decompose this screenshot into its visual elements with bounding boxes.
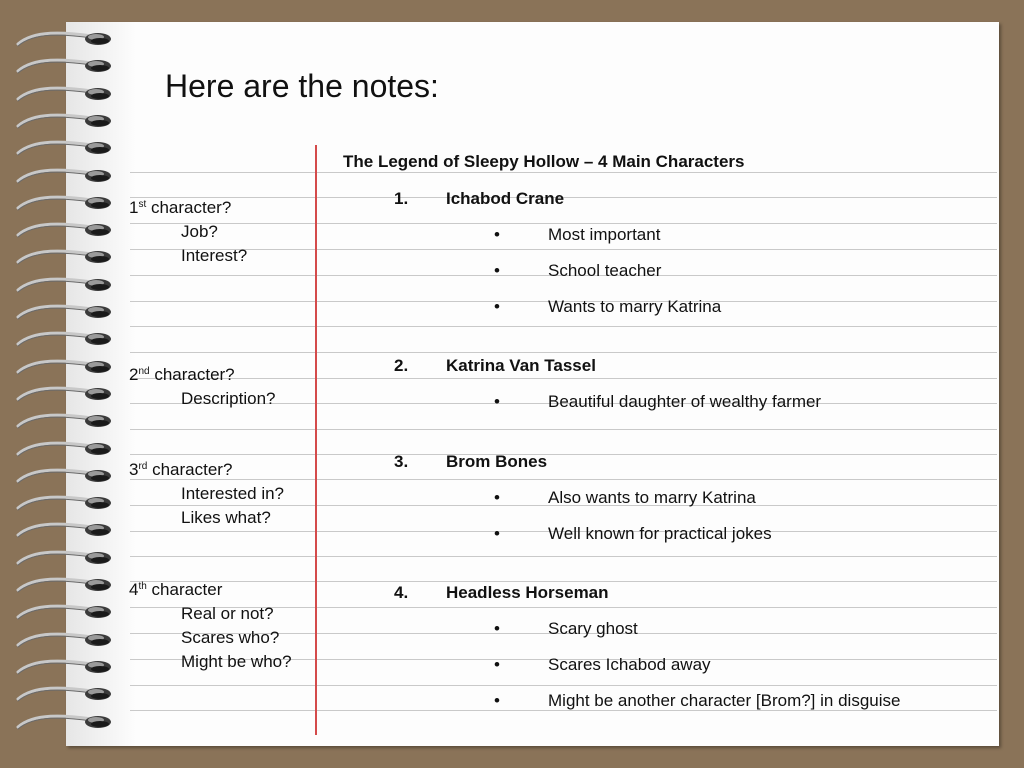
spiral-ring-icon — [14, 410, 114, 432]
question-heading — [129, 197, 231, 219]
slide-title: Here are the notes: — [165, 68, 439, 104]
bullet-icon: • — [494, 655, 500, 674]
character-name: Katrina Van Tassel — [446, 356, 596, 375]
bullet-icon: • — [494, 488, 500, 507]
ruled-line — [130, 429, 997, 430]
spiral-ring-icon — [14, 438, 114, 460]
bullet-text: Scary ghost — [548, 619, 638, 638]
spiral-ring-icon — [14, 274, 114, 296]
bullet-icon: • — [494, 392, 500, 411]
spiral-ring-icon — [14, 137, 114, 159]
ruled-line — [130, 685, 997, 686]
ordinal-number: 1 — [129, 198, 139, 217]
bullet-text: Well known for practical jokes — [548, 524, 772, 543]
bullet-text: Also wants to marry Katrina — [548, 488, 756, 507]
spiral-ring-icon — [14, 683, 114, 705]
question-item: Might be who? — [181, 652, 292, 671]
character-number: 4. — [394, 583, 409, 602]
ruled-line — [130, 352, 997, 353]
spiral-ring-icon — [14, 629, 114, 651]
ordinal-suffix: th — [138, 581, 147, 592]
ordinal-suffix: nd — [138, 366, 150, 377]
spiral-ring-icon — [14, 246, 114, 268]
character-name: Ichabod Crane — [446, 189, 565, 208]
bullet-icon: • — [494, 524, 500, 543]
spiral-ring-icon — [14, 519, 114, 541]
ruled-line — [130, 479, 997, 480]
ordinal-number: 3 — [129, 460, 139, 479]
bullet-text: School teacher — [548, 261, 662, 280]
question-heading — [129, 459, 232, 481]
spiral-ring-icon — [14, 192, 114, 214]
spiral-ring-icon — [14, 328, 114, 350]
question-label: character — [146, 580, 223, 599]
notes-heading: The Legend of Sleepy Hollow – 4 Main Characters — [343, 152, 745, 171]
question-label: character? — [147, 460, 233, 479]
question-label: character? — [149, 365, 235, 384]
question-heading — [129, 579, 222, 601]
bullet-text: Most important — [548, 225, 661, 244]
ordinal-suffix: st — [138, 199, 147, 210]
bullet-icon: • — [494, 691, 500, 710]
spiral-ring-icon — [14, 55, 114, 77]
ordinal-suffix: rd — [138, 461, 148, 472]
spiral-ring-icon — [14, 28, 114, 50]
character-name: Brom Bones — [446, 452, 548, 471]
question-item: Real or not? — [181, 604, 274, 623]
spiral-ring-icon — [14, 383, 114, 405]
ruled-line — [130, 556, 997, 557]
character-name: Headless Horseman — [446, 583, 609, 602]
question-label: character? — [146, 198, 232, 217]
question-item: Likes what? — [181, 508, 271, 527]
bullet-text: Scares Ichabod away — [548, 655, 711, 674]
spiral-ring-icon — [14, 219, 114, 241]
bullet-icon: • — [494, 297, 500, 316]
spiral-ring-icon — [14, 711, 114, 733]
question-item: Description? — [181, 389, 276, 408]
bullet-icon: • — [494, 619, 500, 638]
bullet-text: Beautiful daughter of wealthy farmer — [548, 392, 822, 411]
character-number: 3. — [394, 452, 409, 471]
bullet-icon: • — [494, 225, 500, 244]
bullet-text: Might be another character [Brom?] in disguise — [548, 691, 901, 710]
spiral-ring-icon — [14, 83, 114, 105]
spiral-ring-icon — [14, 110, 114, 132]
ruled-line — [130, 249, 997, 250]
spiral-ring-icon — [14, 165, 114, 187]
spiral-ring-icon — [14, 547, 114, 569]
spiral-ring-icon — [14, 301, 114, 323]
bullet-text: Wants to marry Katrina — [548, 297, 722, 316]
ruled-line — [130, 454, 997, 455]
question-heading — [129, 364, 235, 386]
spiral-ring-icon — [14, 574, 114, 596]
character-number: 1. — [394, 189, 409, 208]
margin-line — [315, 145, 317, 735]
spiral-ring-icon — [14, 656, 114, 678]
question-item: Job? — [181, 222, 218, 241]
ruled-line — [130, 326, 997, 327]
question-item: Interest? — [181, 246, 248, 265]
ordinal-number: 4 — [129, 580, 139, 599]
bullet-icon: • — [494, 261, 500, 280]
ordinal-number: 2 — [129, 365, 139, 384]
spiral-ring-icon — [14, 465, 114, 487]
ruled-line — [130, 378, 997, 379]
spiral-ring-icon — [14, 492, 114, 514]
spiral-ring-icon — [14, 356, 114, 378]
question-item: Interested in? — [181, 484, 285, 503]
character-number: 2. — [394, 356, 409, 375]
spiral-ring-icon — [14, 601, 114, 623]
question-item: Scares who? — [181, 628, 280, 647]
